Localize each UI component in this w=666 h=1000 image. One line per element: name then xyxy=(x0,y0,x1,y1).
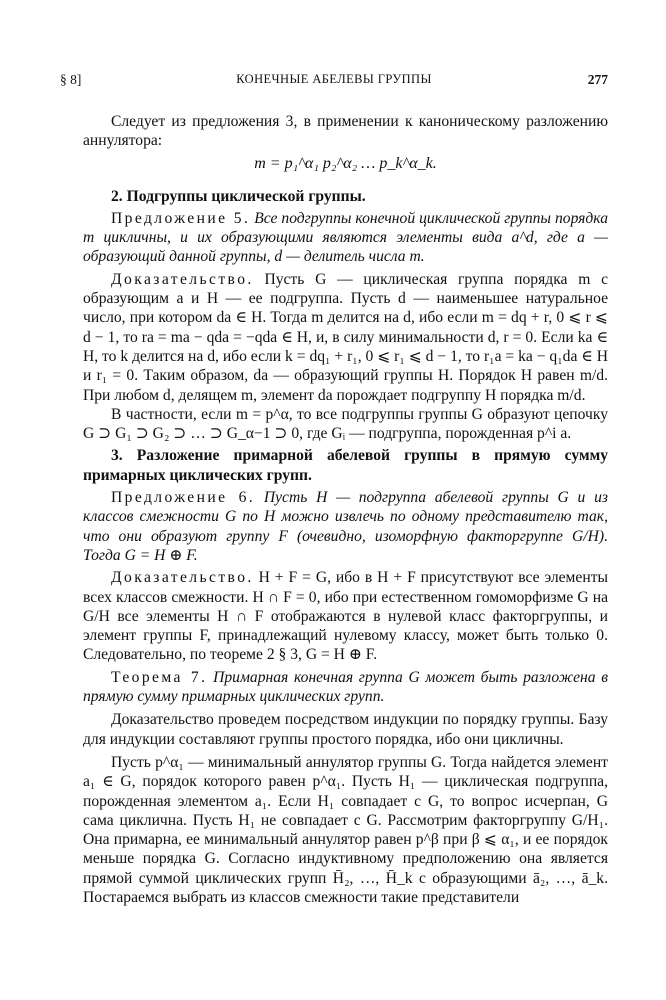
proof-1 xyxy=(83,270,608,405)
theorem-7 xyxy=(83,668,608,707)
page-number: 277 xyxy=(587,72,608,87)
induction-paragraph: Доказательство проведем посредством индукции по порядку группы. Базу для индукции составляют группы простого порядка, ибо они цикличны. xyxy=(83,711,608,748)
intro-formula: m = p₁^α₁ p₂^α₂ … p_k^α_k. xyxy=(254,154,437,172)
proposition-6-text: Пусть H — подгруппа абелевой группы G и из классов смежности G по H можно извлечь по одному представителю так, что они образуют группу F (очевидно, изоморфную факторгруппе G/H). Тогда G = H ⊕ F. xyxy=(83,489,609,564)
theorem-7-text: Примарная конечная группа G может быть разложена в прямую сумму примарных циклических групп. xyxy=(83,668,608,706)
special-case-paragraph: В частности, если m = p^α, то все подгруппы группы G образуют цепочку G ⊃ G₁ ⊃ G₂ ⊃ … ⊃ G_α−1 ⊃ 0, где Gᵢ — подгруппа, порожденная p^i a. xyxy=(83,405,608,443)
header-title: КОНЕЧНЫЕ АБЕЛЕВЫ ГРУППЫ xyxy=(236,72,432,86)
proposition-5 xyxy=(83,209,608,267)
proposition-5-label: Предложение 5. xyxy=(111,209,251,227)
theorem-7-label: Теорема 7. xyxy=(111,668,208,686)
section-heading-3: 3. Разложение примарной абелевой группы в прямую сумму примарных циклических групп. xyxy=(83,447,608,484)
proposition-6 xyxy=(83,488,608,565)
header-section: § 8] xyxy=(60,72,82,87)
proposition-5-text: Все подгруппы конечной циклической группы порядка m цикличны, и их образующими являются элементы вида a^d, где a — образующий данной группы, d — делитель числа m. xyxy=(83,209,608,266)
proof-1-label: Доказательство. xyxy=(111,270,254,288)
intro-paragraph: Следует из предложения 3, в применении к каноническому разложению аннулятора: xyxy=(83,113,608,150)
proof-2-text: H + F = G, ибо в H + F присутствуют все элементы всех классов смежности. H ∩ F = 0, ибо при естественном гомоморфизме G на G/H все элементы H ∩ F отображаются в нулевой класс факторгруппы, и элемент группы F, принадлежащий нулевому классу, может быть только 0. Следовательно, по теореме 2 § 3, G = H ⊕ F. xyxy=(83,569,608,664)
proposition-6-label: Предложение 6. xyxy=(111,489,256,507)
proof-1-text: Пусть G — циклическая группа порядка m с образующим a и H — ее подгруппа. Пусть d — наименьшее натуральное число, при котором da ∈ H. Тогда m делится на d, ибо если m = dq + r, 0 ⩽ r ⩽ d − 1, то ra = ma − qda = −qda ∈ H, и, в силу минимальности d, r = 0. Если ka ∈ H, то k делится на d, ибо если k = dq₁ + r₁, 0 ⩽ r₁ ⩽ d − 1, то r₁a = ka − q₁da ∈ H и r₁ = 0. Таким образом, da — образующий группы H. Порядок H равен m/d. При любом d, делящем m, элемент da порождает подгруппу H порядка m/d. xyxy=(83,270,608,404)
proof-2 xyxy=(83,568,608,664)
final-paragraph: Пусть p^α₁ — минимальный аннулятор группы G. Тогда найдется элемент a₁ ∈ G, порядок которого равен p^α₁. Пусть H₁ — циклическая подгруппа, порожденная элементом a₁. Если H₁ совпадает с G, то вопрос исчерпан, G сама циклична. Пусть H₁ не совпадает с G. Рассмотрим факторгруппу G/H₁. Она примарна, ее минимальный аннулятор равен p^β при β ⩽ α₁, и ее порядок меньше порядка G. Согласно индуктивному предположению она является прямой суммой циклических групп H̄₂, …, H̄_k с образующими ā₂, …, ā_k. Постараемся выбрать из классов смежности такие представители xyxy=(83,753,608,906)
proof-2-label: Доказательство. xyxy=(111,569,254,587)
running-header xyxy=(60,72,608,92)
section-heading-2: 2. Подгруппы циклической группы. xyxy=(111,187,366,205)
page-body xyxy=(83,112,608,907)
